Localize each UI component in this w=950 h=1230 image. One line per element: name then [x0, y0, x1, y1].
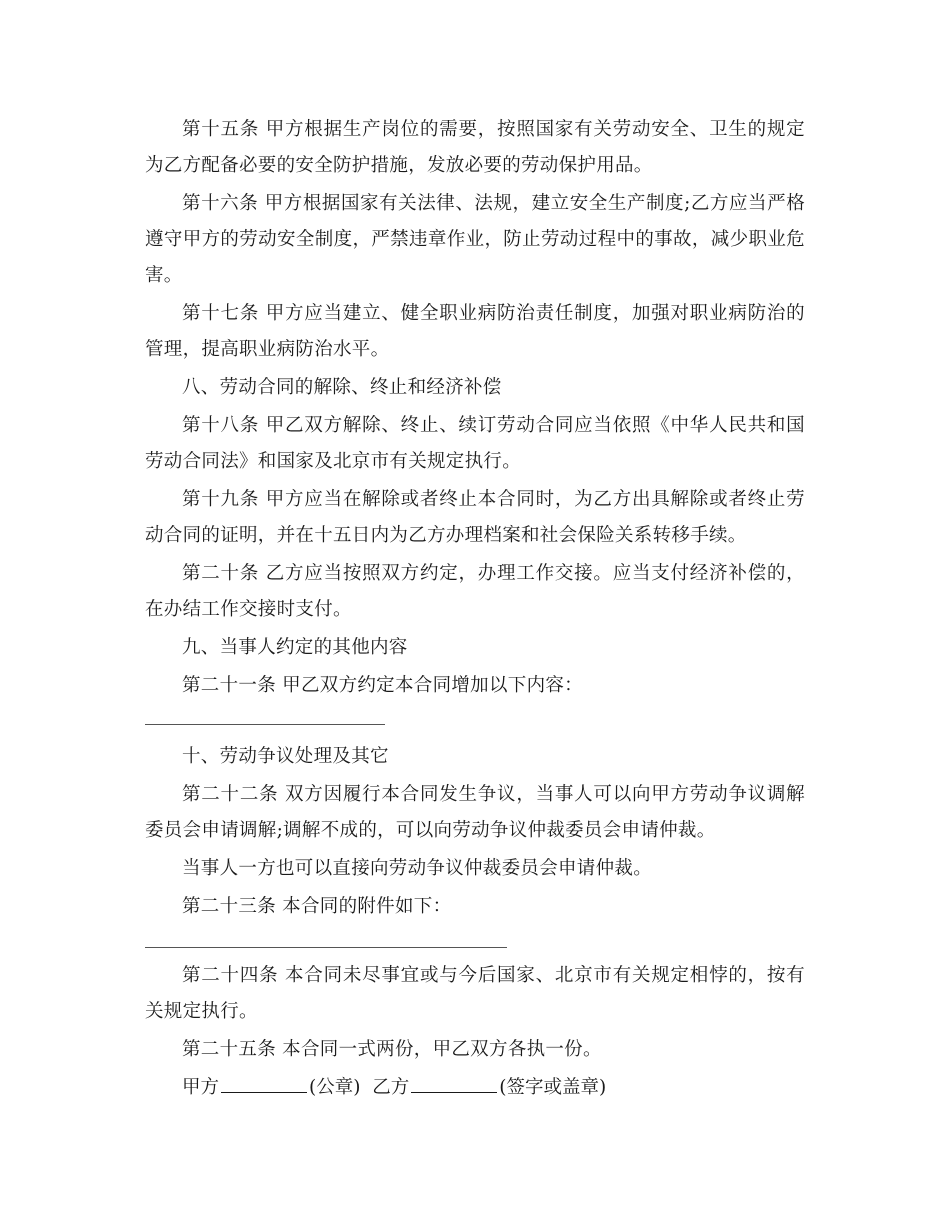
party-b-label: 乙方 — [372, 1077, 410, 1098]
clause-21: 第二十一条 甲乙双方约定本合同增加以下内容： — [182, 675, 583, 696]
party-b-suffix: (签字或盖章) — [499, 1077, 607, 1098]
clause-25: 第二十五条 本合同一式两份，甲乙双方各执一份。 — [182, 1039, 602, 1060]
clause-17: 第十七条 甲方应当建立、健全职业病防治责任制度，加强对职业病防治的管理，提高职业病防治水平。 — [145, 303, 805, 360]
clause-23: 第二十三条 本合同的附件如下： — [182, 896, 452, 917]
clause-16: 第十六条 甲方根据国家有关法律、法规，建立安全生产制度;乙方应当严格遵守甲方的劳动安全制度，严禁违章作业，防止劳动过程中的事故，减少职业危害。 — [145, 193, 805, 286]
clause-20: 第二十条 乙方应当按照双方约定，办理工作交接。应当支付经济补偿的，在办结工作交接时支付。 — [145, 563, 805, 620]
section-heading-9: 九、当事人约定的其他内容 — [182, 637, 408, 658]
clause-18: 第十八条 甲乙双方解除、终止、续订劳动合同应当依照《中华人民共和国劳动合同法》和国家及北京市有关规定执行。 — [145, 415, 805, 472]
party-b-blank — [411, 1070, 497, 1093]
clause-22: 第二十二条 双方因履行本合同发生争议，当事人可以向甲方劳动争议调解委员会申请调解;调解不成的，可以向劳动争议仲裁委员会申请仲裁。 — [145, 784, 805, 841]
attachment-line — [145, 947, 507, 948]
signature-line — [145, 1070, 805, 1106]
party-a-suffix: (公章) — [309, 1077, 361, 1098]
clause-24: 第二十四条 本合同未尽事宜或与今后国家、北京市有关规定相悖的，按有关规定执行。 — [145, 965, 805, 1022]
clause-19: 第十九条 甲方应当在解除或者终止本合同时，为乙方出具解除或者终止劳动合同的证明，并在十五日内为乙方办理档案和社会保险关系转移手续。 — [145, 489, 805, 546]
party-a-blank — [221, 1070, 307, 1093]
party-a-label: 甲方 — [182, 1077, 220, 1098]
section-heading-10: 十、劳动争议处理及其它 — [182, 746, 389, 767]
fill-in-line — [145, 724, 385, 725]
document-body — [145, 112, 805, 1106]
clause-15: 第十五条 甲方根据生产岗位的需要，按照国家有关劳动安全、卫生的规定为乙方配备必要的安全防护措施，发放必要的劳动保护用品。 — [145, 119, 805, 176]
section-heading-8: 八、劳动合同的解除、终止和经济补偿 — [182, 377, 502, 398]
arbitration-note: 当事人一方也可以直接向劳动争议仲裁委员会申请仲裁。 — [182, 858, 653, 879]
